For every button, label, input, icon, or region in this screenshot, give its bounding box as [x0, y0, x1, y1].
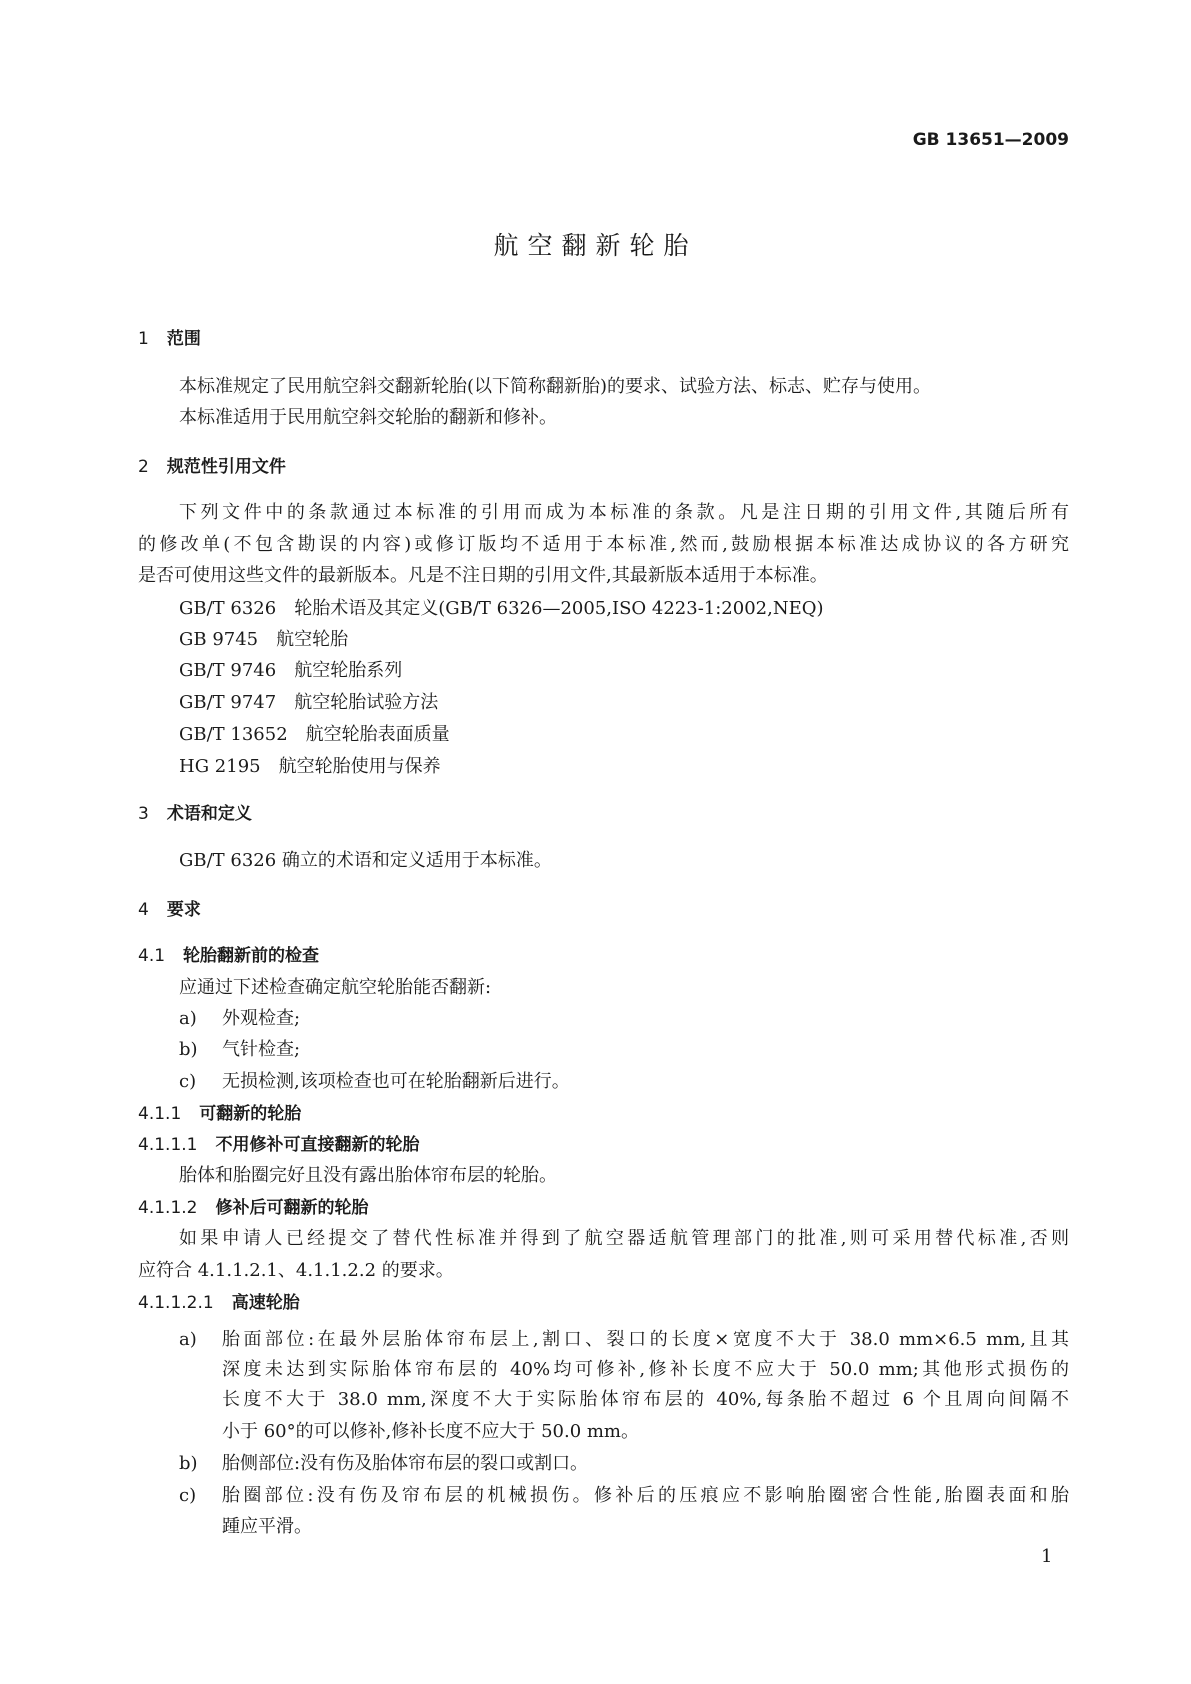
section-heading: 2 规范性引用文件 — [138, 457, 286, 477]
subsection-heading: 4.1.1.2 修补后可翻新的轮胎 — [138, 1198, 369, 1218]
paragraph: 应通过下述检查确定航空轮胎能否翻新: — [179, 977, 492, 998]
reference-item: GB/T 9747 航空轮胎试验方法 — [179, 692, 439, 713]
subsection-heading: 4.1.1.2.1 高速轮胎 — [138, 1293, 300, 1313]
paragraph-line: 是否可使用这些文件的最新版本。凡是不注日期的引用文件,其最新版本适用于本标准。 — [138, 565, 828, 586]
list-item-line: 小于 60°的可以修补,修补长度不应大于 50.0 mm。 — [222, 1421, 640, 1442]
paragraph: 胎体和胎圈完好且没有露出胎体帘布层的轮胎。 — [179, 1165, 557, 1186]
reference-item: GB/T 6326 轮胎术语及其定义(GB/T 6326—2005,ISO 4223-1:2002,NEQ) — [179, 598, 824, 619]
paragraph: 本标准规定了民用航空斜交翻新轮胎(以下简称翻新胎)的要求、试验方法、标志、贮存与使用。 — [179, 376, 932, 397]
subsection-heading: 4.1 轮胎翻新前的检查 — [138, 946, 320, 966]
paragraph: 本标准适用于民用航空斜交轮胎的翻新和修补。 — [179, 407, 557, 428]
list-marker: a) — [179, 1329, 197, 1350]
subsection-heading: 4.1.1.1 不用修补可直接翻新的轮胎 — [138, 1135, 420, 1155]
page-number: 1 — [1041, 1546, 1053, 1567]
section-heading: 1 范围 — [138, 329, 201, 349]
list-item: a) 外观检查; — [179, 1008, 301, 1029]
list-item: b) 气针检查; — [179, 1039, 301, 1060]
list-item-line: 胎侧部位:没有伤及胎体帘布层的裂口或割口。 — [222, 1453, 589, 1474]
list-item-line: 胎圈部位:没有伤及帘布层的机械损伤。修补后的压痕应不影响胎圈密合性能,胎圈表面和胎 — [222, 1485, 1069, 1506]
paragraph-line: 应符合 4.1.1.2.1、4.1.1.2.2 的要求。 — [138, 1260, 454, 1281]
document-title: 航空翻新轮胎 — [493, 231, 698, 260]
section-heading: 4 要求 — [138, 900, 201, 920]
paragraph: GB/T 6326 确立的术语和定义适用于本标准。 — [179, 850, 552, 871]
list-item-line: 踵应平滑。 — [222, 1516, 312, 1537]
list-marker: c) — [179, 1485, 197, 1506]
paragraph-line: 如果申请人已经提交了替代性标准并得到了航空器适航管理部门的批准,则可采用替代标准,否则 — [179, 1228, 1069, 1249]
standard-number: GB 13651—2009 — [912, 130, 1069, 150]
list-item-line: 深度未达到实际胎体帘布层的 40%均可修补,修补长度不应大于 50.0 mm;其他形式损伤的 — [222, 1359, 1069, 1380]
paragraph-line: 的修改单(不包含勘误的内容)或修订版均不适用于本标准,然而,鼓励根据本标准达成协议的各方研究 — [138, 534, 1069, 555]
reference-item: HG 2195 航空轮胎使用与保养 — [179, 756, 441, 777]
reference-item: GB/T 9746 航空轮胎系列 — [179, 660, 403, 681]
section-heading: 3 术语和定义 — [138, 804, 252, 824]
reference-item: GB/T 13652 航空轮胎表面质量 — [179, 724, 450, 745]
reference-item: GB 9745 航空轮胎 — [179, 629, 349, 650]
list-item: c) 无损检测,该项检查也可在轮胎翻新后进行。 — [179, 1071, 570, 1092]
list-item-line: 胎面部位:在最外层胎体帘布层上,割口、裂口的长度×宽度不大于 38.0 mm×6.5 mm,且其 — [222, 1329, 1069, 1350]
paragraph-line: 下列文件中的条款通过本标准的引用而成为本标准的条款。凡是注日期的引用文件,其随后所有 — [179, 502, 1069, 523]
list-item-line: 长度不大于 38.0 mm,深度不大于实际胎体帘布层的 40%,每条胎不超过 6 个且周向间隔不 — [222, 1389, 1069, 1410]
subsection-heading: 4.1.1 可翻新的轮胎 — [138, 1104, 302, 1124]
list-marker: b) — [179, 1453, 198, 1474]
